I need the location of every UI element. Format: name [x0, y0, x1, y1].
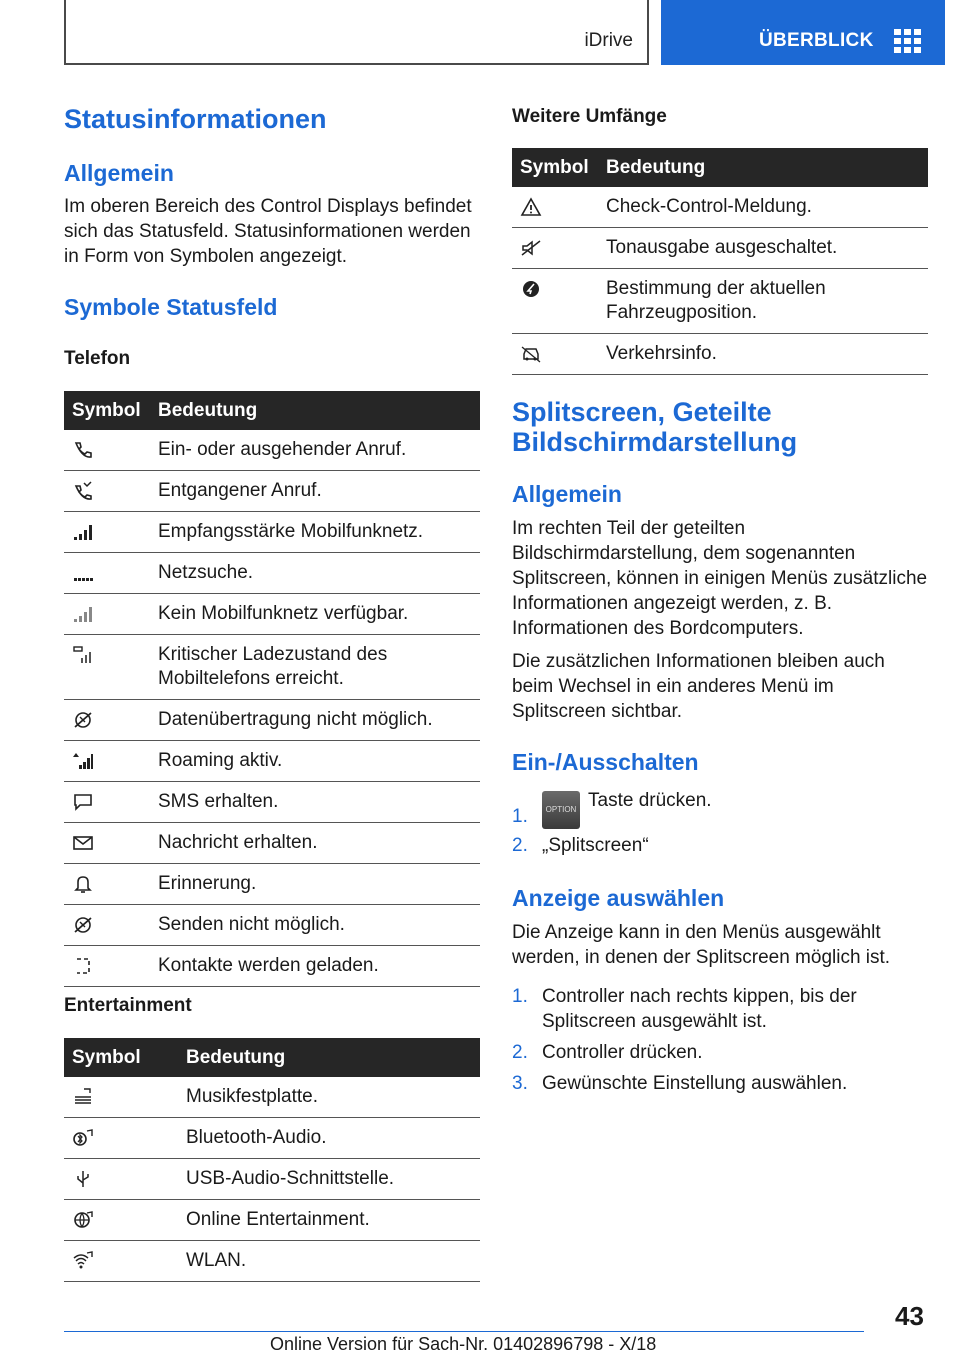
symbol-cell: [512, 228, 598, 269]
sms-icon: [72, 792, 94, 812]
step-text: „Splitscreen“: [542, 835, 649, 856]
col-meaning: Bedeutung: [598, 148, 928, 187]
symbol-cell: [64, 512, 150, 553]
col-meaning: Bedeutung: [150, 391, 480, 430]
symbol-cell: [64, 553, 150, 594]
no-signal-icon: [72, 604, 94, 624]
roaming-icon: [72, 751, 94, 771]
select-step-2: 2. Controller drücken.: [512, 1042, 703, 1063]
symbol-cell: [64, 471, 150, 512]
table-row: [64, 905, 480, 946]
heading-phone: Telefon: [64, 348, 131, 369]
meaning-cell: Tonausgabe ausgeschaltet.: [598, 228, 928, 269]
heading-more: Weitere Umfänge: [512, 106, 667, 127]
symbol-cell: [64, 864, 150, 905]
meaning-cell: Bestimmung der aktuellen Fahrzeugposition.: [598, 269, 928, 334]
header-overview-tab[interactable]: [661, 0, 945, 65]
table-row: [64, 594, 480, 635]
onoff-step-1: 1. OPTION Taste drücken.: [512, 790, 712, 827]
no-data-icon: [72, 710, 94, 730]
table-row: [64, 471, 480, 512]
meaning-cell: Musikfestplatte.: [178, 1077, 480, 1118]
meaning-cell: Verkehrsinfo.: [598, 334, 928, 375]
bluetooth-audio-icon: [72, 1128, 94, 1148]
send-blocked-icon: [72, 915, 94, 935]
table-row: [64, 782, 480, 823]
meaning-cell: Bluetooth-Audio.: [178, 1118, 480, 1159]
symbol-cell: [64, 635, 150, 700]
symbol-cell: [512, 269, 598, 334]
symbol-cell: [64, 1118, 178, 1159]
symbol-cell: [64, 1077, 178, 1118]
table-row: [512, 187, 928, 228]
meaning-cell: WLAN.: [178, 1241, 480, 1282]
signal-strength-icon: [72, 522, 94, 542]
step-text: Taste drücken.: [588, 790, 712, 811]
table-row: [64, 823, 480, 864]
phone-icon: [72, 440, 94, 460]
col-symbol: Symbol: [64, 391, 150, 430]
grid-menu-icon: [894, 29, 922, 53]
meaning-cell: Roaming aktiv.: [150, 741, 480, 782]
col-symbol: Symbol: [64, 1038, 178, 1077]
music-harddisk-icon: [72, 1087, 94, 1107]
symbol-cell: [64, 700, 150, 741]
select-steps: [512, 984, 928, 1102]
select-text: Die Anzeige kann in den Menüs ausgewählt werden, in denen der Splitscreen möglich ist.: [512, 922, 891, 968]
col-symbol: Symbol: [512, 148, 598, 187]
symbol-cell: [512, 187, 598, 228]
symbol-cell: [64, 430, 150, 471]
meaning-cell: USB-Audio-Schnittstelle.: [178, 1159, 480, 1200]
symbol-cell: [64, 782, 150, 823]
table-row: [64, 1118, 480, 1159]
table-row: [64, 864, 480, 905]
symbol-cell: [64, 946, 150, 987]
footer-text: Online Version für Sach-Nr. 01402896798 - X/18: [270, 1334, 657, 1354]
gps-position-icon: [520, 279, 542, 299]
meaning-cell: Nachricht erhalten.: [150, 823, 480, 864]
meaning-cell: Entgangener Anruf.: [150, 471, 480, 512]
table-row: [64, 1241, 480, 1282]
table-row: [64, 1159, 480, 1200]
heading-select: Anzeige auswählen: [512, 885, 725, 911]
table-row: [64, 1077, 480, 1118]
header-left-label: iDrive: [584, 30, 633, 51]
split-text-1: Im rechten Teil der geteilten Bildschirmdarstellung, dem sogenannten Splitscreen, können in einigen Menüs zusätzliche Informationen angezeigt werden, z. B. Informationen des Bordcomputers.: [512, 518, 928, 639]
page-number: 43: [895, 1301, 924, 1331]
table-row: [512, 228, 928, 269]
title-splitscreen: Splitscreen, Geteilte Bildschirmdarstellung: [512, 397, 798, 457]
network-search-icon: [72, 563, 94, 583]
heading-onoff: Ein-/Ausschalten: [512, 749, 699, 775]
heading-entertainment: Entertainment: [64, 995, 192, 1016]
heading-general-split: Allgemein: [512, 481, 622, 507]
online-entertainment-icon: [72, 1210, 94, 1230]
table-row: [512, 334, 928, 375]
message-icon: [72, 833, 94, 853]
onoff-step-2: 2. „Splitscreen“: [512, 835, 649, 856]
table-row: [64, 430, 480, 471]
symbol-cell: [64, 1241, 178, 1282]
select-step-1: 1. Controller nach rechts kippen, bis der Splitscreen ausgewählt ist.: [512, 986, 857, 1032]
symbol-cell: [64, 741, 150, 782]
meaning-cell: Empfangsstärke Mobilfunknetz.: [150, 512, 480, 553]
meaning-cell: Erinnerung.: [150, 864, 480, 905]
heading-symbols: Symbole Statusfeld: [64, 294, 278, 320]
usb-icon: [72, 1169, 94, 1189]
title-status-info: Statusinformationen: [64, 104, 327, 134]
contacts-loading-icon: [72, 956, 94, 976]
table-row: [64, 946, 480, 987]
header-right-label: ÜBERBLICK: [759, 30, 874, 51]
meaning-cell: SMS erhalten.: [150, 782, 480, 823]
meaning-cell: Ein- oder ausgehender Anruf.: [150, 430, 480, 471]
onoff-steps: [512, 788, 928, 864]
phone-symbol-table: [64, 391, 480, 987]
symbol-cell: [512, 334, 598, 375]
symbol-cell: [64, 594, 150, 635]
wlan-icon: [72, 1251, 94, 1271]
symbol-cell: [64, 823, 150, 864]
missed-call-icon: [72, 481, 94, 501]
more-symbol-table: [512, 148, 928, 375]
table-row: [64, 741, 480, 782]
select-step-3: 3. Gewünschte Einstellung auswählen.: [512, 1073, 848, 1094]
entertainment-symbol-table: [64, 1038, 480, 1282]
table-row: [64, 635, 480, 700]
table-row: [64, 553, 480, 594]
meaning-cell: Check-Control-Meldung.: [598, 187, 928, 228]
meaning-cell: Senden nicht möglich.: [150, 905, 480, 946]
table-row: [64, 1200, 480, 1241]
col-meaning: Bedeutung: [178, 1038, 480, 1077]
symbol-cell: [64, 1200, 178, 1241]
meaning-cell: Netzsuche.: [150, 553, 480, 594]
general-text: Im oberen Bereich des Control Displays befindet sich das Statusfeld. Statusinformationen werden in Form von Symbolen angezeigt.: [64, 196, 472, 267]
meaning-cell: Kritischer Ladezustand des Mobiltelefons erreicht.: [150, 635, 480, 700]
mute-icon: [520, 238, 542, 258]
heading-general: Allgemein: [64, 160, 174, 186]
table-row: [64, 700, 480, 741]
split-text-2: Die zusätzlichen Informationen bleiben auch beim Wechsel in ein anderes Menü im Splitscreen sichtbar.: [512, 651, 885, 722]
meaning-cell: Kontakte werden geladen.: [150, 946, 480, 987]
option-button-icon[interactable]: OPTION: [542, 791, 580, 829]
symbol-cell: [64, 1159, 178, 1200]
symbol-cell: [64, 905, 150, 946]
low-battery-icon: [72, 645, 94, 665]
footer-divider: [64, 1331, 864, 1332]
reminder-bell-icon: [72, 874, 94, 894]
warning-icon: [520, 197, 542, 217]
table-row: [64, 512, 480, 553]
meaning-cell: Kein Mobilfunknetz verfügbar.: [150, 594, 480, 635]
header-section-box: [64, 0, 649, 65]
table-row: [512, 269, 928, 334]
meaning-cell: Datenübertragung nicht möglich.: [150, 700, 480, 741]
meaning-cell: Online Entertainment.: [178, 1200, 480, 1241]
traffic-info-icon: [520, 344, 542, 364]
